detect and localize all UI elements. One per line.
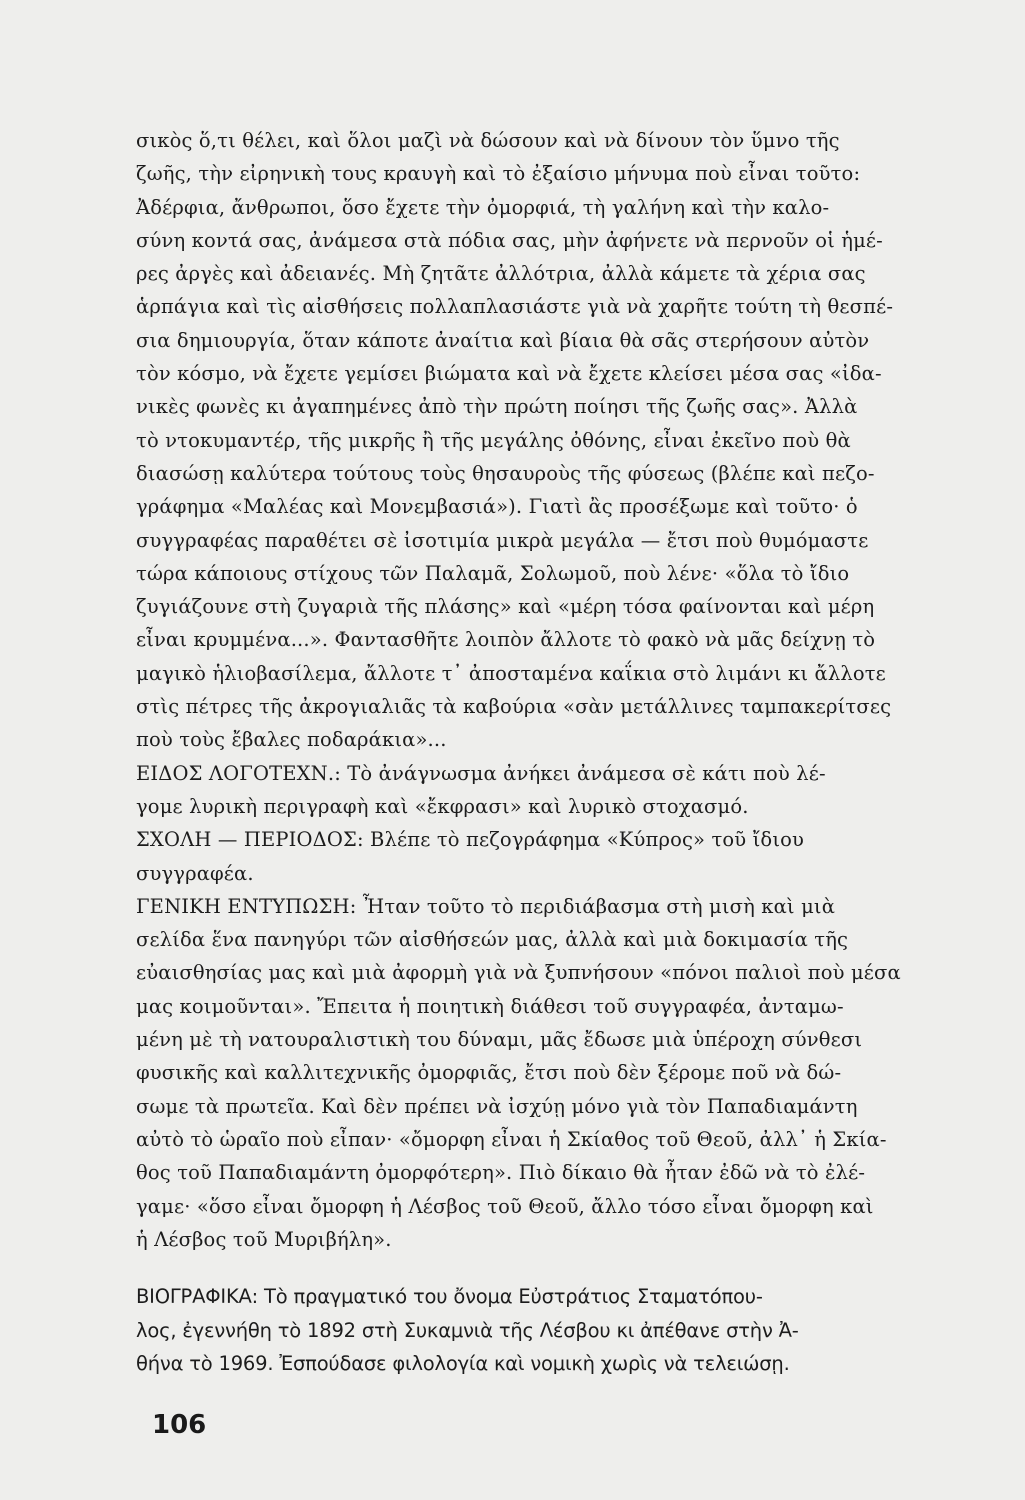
main-text (136, 124, 950, 1381)
page-number: 106 (152, 1410, 207, 1440)
text-line: σια δημιουργία, ὅταν κάποτε ἀναίτια καὶ βίαια θὰ σᾶς στερήσουν αὐτὸν (136, 328, 870, 352)
text-line: ρες ἀργὲς καὶ ἀδειανές. Μὴ ζητᾶτε ἀλλότρια, ἀλλὰ κάμετε τὰ χέρια σας (136, 262, 866, 286)
text-line: εἶναι κρυμμένα...». Φαντασθῆτε λοιπὸν ἄλλοτε τὸ φακὸ νὰ μᾶς δείχνῃ τὸ (136, 628, 876, 652)
bio-line: θήνα τὸ 1969. Ἐσπούδασε φιλολογία καὶ νομικὴ χωρὶς νὰ τελειώσῃ. (136, 1352, 790, 1376)
text-line: σελίδα ἕνα πανηγύρι τῶν αἰσθήσεών μας, ἀλλὰ καὶ μιὰ δοκιμασία τῆς (136, 928, 849, 952)
text-line: τὸ ντοκυμαντέρ, τῆς μικρῆς ἢ τῆς μεγάλης ὀθόνης, εἶναι ἐκεῖνο ποὺ θὰ (136, 428, 851, 452)
text-line: ποὺ τοὺς ἔβαλες ποδαράκια»... (136, 728, 447, 752)
text-line: ἡ Λέσβος τοῦ Μυριβήλη». (136, 1227, 392, 1251)
text-line: στὶς πέτρες τῆς ἀκρογιαλιᾶς τὰ καβούρια «σὰν μετάλλινες ταμπακερίτσες (136, 695, 892, 719)
section-heading-genre: ΕΙΔΟΣ ΛΟΓΟΤΕΧΝ.: Τὸ ἀνάγνωσμα ἀνήκει ἀνάμεσα σὲ κάτι ποὺ λέ- (136, 761, 826, 785)
bio-line: ΒΙΟΓΡΑΦΙΚΑ: Τὸ πραγματικό του ὄνομα Εὐστράτιος Σταματόπου- (136, 1285, 763, 1309)
text-line: φυσικῆς καὶ καλλιτεχνικῆς ὀμορφιᾶς, ἔτσι ποὺ δὲν ξέρομε ποῦ νὰ δώ- (136, 1061, 842, 1085)
text-line: ζυγιάζουνε στὴ ζυγαριὰ τῆς πλάσης» καὶ «μέρη τόσα φαίνονται καὶ μέρη (136, 595, 875, 619)
text-line: μένη μὲ τὴ νατουραλιστικὴ του δύναμι, μᾶς ἔδωσε μιὰ ὑπέροχη σύνθεσι (136, 1028, 863, 1052)
text-line: νικὲς φωνὲς κι ἀγαπημένες ἀπὸ τὴν πρώτη ποίησι τῆς ζωῆς σας». Ἀλλὰ (136, 395, 858, 419)
text-line: μας κοιμοῦνται». Ἔπειτα ἡ ποιητικὴ διάθεσι τοῦ συγγραφέα, ἀνταμω- (136, 994, 844, 1018)
text-line: συγγραφέας παραθέτει σὲ ἰσοτιμία μικρὰ μεγάλα — ἔτσι ποὺ θυμόμαστε (136, 528, 869, 552)
text-line: ἁρπάγια καὶ τὶς αἰσθήσεις πολλαπλασιάστε γιὰ νὰ χαρῆτε τούτη τὴ θεσπέ- (136, 295, 894, 319)
text-line: σύνη κοντά σας, ἀνάμεσα στὰ πόδια σας, μὴν ἀφήνετε νὰ περνοῦν οἱ ἡμέ- (136, 228, 883, 252)
text-line: τὸν κόσμο, νὰ ἔχετε γεμίσει βιώματα καὶ νὰ ἔχετε κλείσει μέσα σας «ἰδα- (136, 362, 882, 386)
section-heading-school-period: ΣΧΟΛΗ — ΠΕΡΙΟΔΟΣ: Βλέπε τὸ πεζογράφημα «Κύπρος» τοῦ ἴδιου (136, 828, 805, 852)
text-line: αὐτὸ τὸ ὡραῖο ποὺ εἶπαν· «ὄμορφη εἶναι ἡ Σκίαθος τοῦ Θεοῦ, ἀλλ᾽ ἡ Σκία- (136, 1127, 887, 1151)
text-line: ζωῆς, τὴν εἰρηνικὴ τους κραυγὴ καὶ τὸ ἐξαίσιο μήνυμα ποὺ εἶναι τοῦτο: (136, 162, 861, 186)
text-line: Ἀδέρφια, ἄνθρωποι, ὅσο ἔχετε τὴν ὀμορφιά, τὴ γαλήνη καὶ τὴν καλο- (136, 195, 830, 219)
text-line: σωμε τὰ πρωτεῖα. Καὶ δὲν πρέπει νὰ ἰσχύῃ μόνο γιὰ τὸν Παπαδιαμάντη (136, 1094, 858, 1118)
text-line: μαγικὸ ἡλιοβασίλεμα, ἄλλοτε τ᾽ ἀποσταμένα καΐκια στὸ λιμάνι κι ἄλλοτε (136, 661, 886, 685)
section-heading-general-impression: ΓΕΝΙΚΗ ΕΝΤΥΠΩΣΗ: Ἦταν τοῦτο τὸ περιδιάβασμα στὴ μισὴ καὶ μιὰ (136, 894, 836, 918)
text-line: θος τοῦ Παπαδιαμάντη ὀμορφότερη». Πιὸ δίκαιο θὰ ἦταν ἐδῶ νὰ τὸ ἐλέ- (136, 1161, 866, 1185)
text-line: γομε λυρικὴ περιγραφὴ καὶ «ἔκφρασι» καὶ λυρικὸ στοχασμό. (136, 794, 749, 818)
text-line: σικὸς ὅ,τι θέλει, καὶ ὅλοι μαζὶ νὰ δώσουν καὶ νὰ δίνουν τὸν ὕμνο τῆς (136, 129, 840, 152)
text-line: γαμε· «ὅσο εἶναι ὄμορφη ἡ Λέσβος τοῦ Θεοῦ, ἄλλο τόσο εἶναι ὄμορφη καὶ (136, 1194, 874, 1218)
paragraph-gap (136, 1256, 950, 1280)
text-line: συγγραφέα. (136, 861, 254, 885)
text-line: γράφημα «Μαλέας καὶ Μονεμβασιά»). Γιατὶ ἂς προσέξωμε καὶ τοῦτο· ὁ (136, 495, 858, 519)
text-line: τώρα κάποιους στίχους τῶν Παλαμᾶ, Σολωμοῦ, ποὺ λένε· «ὅλα τὸ ἴδιο (136, 561, 850, 585)
bio-line: λος, ἐγεννήθη τὸ 1892 στὴ Συκαμνιὰ τῆς Λέσβου κι ἀπέθανε στὴν Ἀ- (136, 1318, 799, 1342)
text-line: διασώσῃ καλύτερα τούτους τοὺς θησαυροὺς τῆς φύσεως (βλέπε καὶ πεζο- (136, 461, 875, 485)
text-line: εὐαισθησίας μας καὶ μιὰ ἀφορμὴ γιὰ νὰ ξυπνήσουν «πόνοι παλιοὶ ποὺ μέσα (136, 961, 901, 985)
